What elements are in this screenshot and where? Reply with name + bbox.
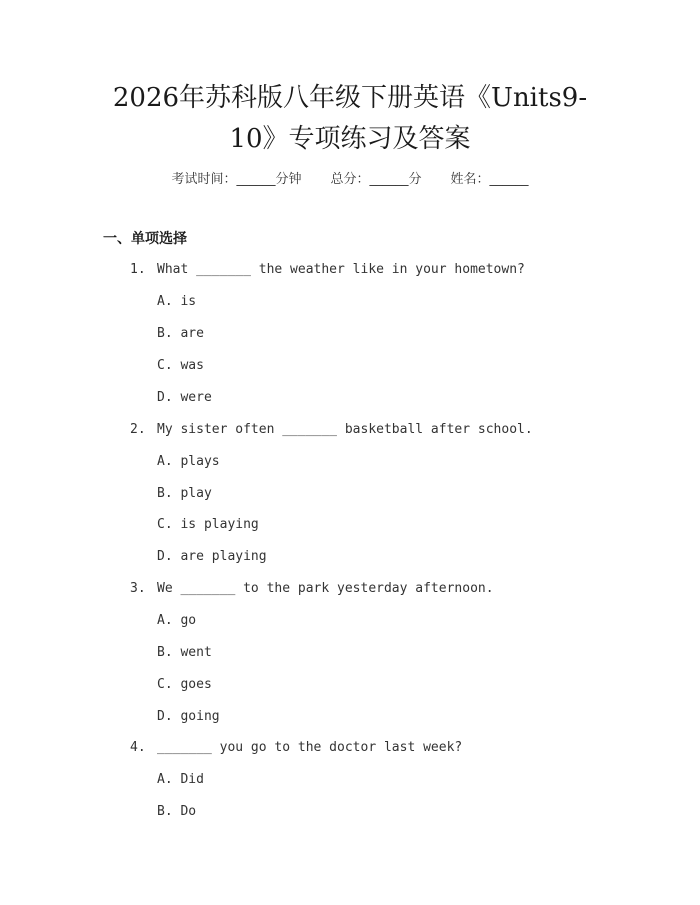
option-4a: A. Did (157, 772, 204, 787)
title-line-2: 10》专项练习及答案 (229, 124, 471, 154)
option-4b: B. Do (157, 804, 197, 819)
option-2a: A. plays (157, 454, 220, 469)
student-name: 姓名：______ (450, 172, 529, 187)
question-text: _______ you go to the doctor last week? (157, 740, 463, 755)
question-1 (130, 262, 525, 277)
exam-time: 考试时间：______分钟 (171, 172, 302, 187)
question-number: 2. (130, 422, 146, 437)
exam-score: 总分：______分 (330, 172, 422, 187)
option-2b: B. play (157, 486, 212, 501)
question-4 (130, 740, 462, 755)
question-text: My sister often _______ basketball after school. (157, 422, 533, 437)
option-1a: A. is (157, 294, 197, 309)
question-text: We _______ to the park yesterday afternoon. (157, 581, 494, 596)
option-3b: B. went (157, 645, 212, 660)
option-2c: C. is playing (157, 517, 259, 532)
section-title: 一、单项选择 (103, 231, 187, 247)
option-3c: C. goes (157, 677, 212, 692)
question-number: 4. (130, 740, 146, 755)
question-number: 1. (130, 262, 146, 277)
question-number: 3. (130, 581, 146, 596)
question-text: What _______ the weather like in your hometown? (157, 262, 525, 277)
question-2 (130, 422, 533, 437)
option-1b: B. are (157, 326, 204, 341)
option-1c: C. was (157, 358, 204, 373)
title-line-1: 2026年苏科版八年级下册英语《Units9- (112, 83, 588, 113)
question-3 (130, 581, 494, 596)
option-3d: D. going (157, 709, 220, 724)
exam-meta (0, 168, 700, 187)
option-3a: A. go (157, 613, 197, 628)
option-1d: D. were (157, 390, 212, 405)
option-2d: D. are playing (157, 549, 267, 564)
document-title (60, 78, 640, 160)
